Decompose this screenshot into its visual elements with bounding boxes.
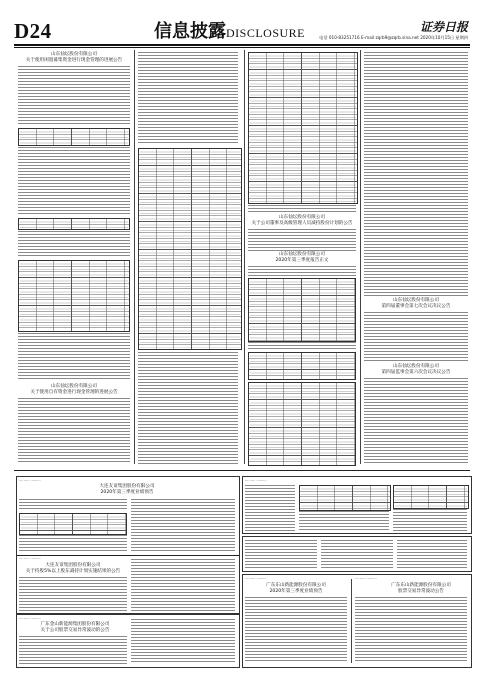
announcement-title: 关于使用闲置募集资金进行现金管理的进展公告 <box>25 58 123 63</box>
announcement-box <box>242 574 472 668</box>
announcement-title: 关于使用自有资金进行现金管理的进展公告 <box>30 390 118 395</box>
announcement-box <box>242 536 472 572</box>
text-block <box>397 540 467 568</box>
text-block <box>18 231 130 257</box>
data-table <box>248 52 358 204</box>
stock-code-line: ········· ········· <box>245 479 267 483</box>
text-block <box>19 499 127 511</box>
stock-code-line: ········· ········· <box>355 577 377 581</box>
text-block <box>245 597 347 663</box>
data-table <box>248 278 356 342</box>
announcement-title: 2020年第三季度业绩预告 <box>269 589 323 594</box>
announcement-header-10 <box>373 583 469 595</box>
data-table <box>19 513 127 535</box>
column-divider <box>134 50 135 464</box>
text-block <box>393 509 467 531</box>
data-table <box>393 485 469 509</box>
text-block <box>18 66 130 126</box>
text-block <box>18 333 130 381</box>
announcement-title: 第四届董事会第七次会议决议公告 <box>381 304 451 309</box>
data-table <box>18 260 130 332</box>
announcement-title: 2020年第三季度业绩预告 <box>100 490 154 495</box>
data-table <box>248 352 356 380</box>
column-divider <box>351 579 352 663</box>
company-name: 山东仙坛股份有限公司 <box>51 384 97 389</box>
company-name: 广东东山新能源股份有限公司 <box>266 583 326 588</box>
announcement-header-6 <box>364 364 468 376</box>
stock-code-line: ········· ········· <box>19 617 41 621</box>
text-block <box>364 312 468 362</box>
text-block <box>245 485 295 531</box>
announcement-title: 2020年第三季度报告正文 <box>275 258 329 263</box>
announcement-header-1 <box>18 52 130 64</box>
text-block <box>131 619 235 664</box>
column-divider <box>244 50 245 464</box>
page-number: D24 <box>14 19 52 43</box>
section-title-en: DISCLOSURE <box>226 26 306 40</box>
text-block <box>19 577 127 611</box>
text-block <box>355 597 467 663</box>
company-name: 广东金山新能源集团股份有限公司 <box>40 622 110 627</box>
text-block <box>299 511 389 531</box>
data-table <box>248 382 356 466</box>
column-divider <box>360 50 361 464</box>
data-table <box>18 218 130 230</box>
stock-code-line: ········· ········· <box>19 557 41 561</box>
text-block <box>364 52 468 296</box>
masthead-rule-thin <box>14 47 470 48</box>
announcement-header-2 <box>18 384 130 396</box>
text-block <box>19 636 127 664</box>
text-block <box>138 52 238 144</box>
masthead-meta: 电话 010-83251716 E-mail zqrb9@zqrb.sina.net 2020年10月15日 星期四 <box>319 35 468 40</box>
text-block <box>138 352 238 464</box>
text-block <box>364 378 468 464</box>
text-block <box>248 342 356 350</box>
announcement-title: 关于持股5%以上股东减持计划实施结果的公告 <box>25 569 121 574</box>
company-name: 山东仙坛股份有限公司 <box>279 252 325 257</box>
masthead-rule <box>14 44 470 46</box>
announcement-box <box>242 476 472 534</box>
masthead <box>14 20 470 44</box>
company-name: 广东东山新能源股份有限公司 <box>391 583 451 588</box>
company-name: 大连友谊集团股份有限公司 <box>99 484 155 489</box>
announcement-box <box>16 614 240 668</box>
data-table <box>138 148 242 350</box>
company-name: 山东仙坛股份有限公司 <box>393 298 439 303</box>
announcement-header-4 <box>248 252 356 264</box>
text-block <box>18 147 130 215</box>
text-block <box>18 398 130 464</box>
announcement-title: 股票交易异常波动公告 <box>398 589 444 594</box>
section-title <box>154 20 305 44</box>
text-block <box>248 266 356 276</box>
announcement-header-7 <box>77 484 177 496</box>
announcement-title: 第四届监事会第六次会议决议公告 <box>381 370 451 375</box>
announcement-header-3 <box>248 215 356 227</box>
company-name: 山东仙坛股份有限公司 <box>279 215 325 220</box>
announcement-title: 关于公司股票交易异常波动的公告 <box>40 628 110 633</box>
stock-code-line: ········· ········· <box>245 577 267 581</box>
announcement-header-9 <box>247 583 345 595</box>
text-block <box>248 229 356 251</box>
announcement-header-8 <box>21 563 125 575</box>
company-name: 大连友谊集团股份有限公司 <box>45 563 101 568</box>
paper-logo: 证券日报 <box>419 20 468 34</box>
announcement-header-11 <box>21 622 129 634</box>
announcement-box <box>16 476 240 614</box>
company-name: 山东仙坛股份有限公司 <box>393 364 439 369</box>
text-block <box>19 535 127 551</box>
data-table <box>299 485 391 511</box>
announcement-header-5 <box>364 298 468 310</box>
announcement-title: 关于公司董事及高级管理人员减持股份计划的公告 <box>251 221 353 226</box>
text-block <box>248 205 356 213</box>
section-title-cn: 信息披露 <box>154 21 226 41</box>
inner-divider <box>17 555 239 556</box>
company-name: 山东仙坛股份有限公司 <box>51 52 97 57</box>
text-block <box>321 540 393 568</box>
text-block <box>131 499 235 551</box>
stock-code-line: ········· ········· <box>19 479 41 483</box>
text-block <box>245 540 317 568</box>
data-table <box>18 128 130 146</box>
section-divider <box>14 470 470 471</box>
text-block <box>131 559 235 611</box>
